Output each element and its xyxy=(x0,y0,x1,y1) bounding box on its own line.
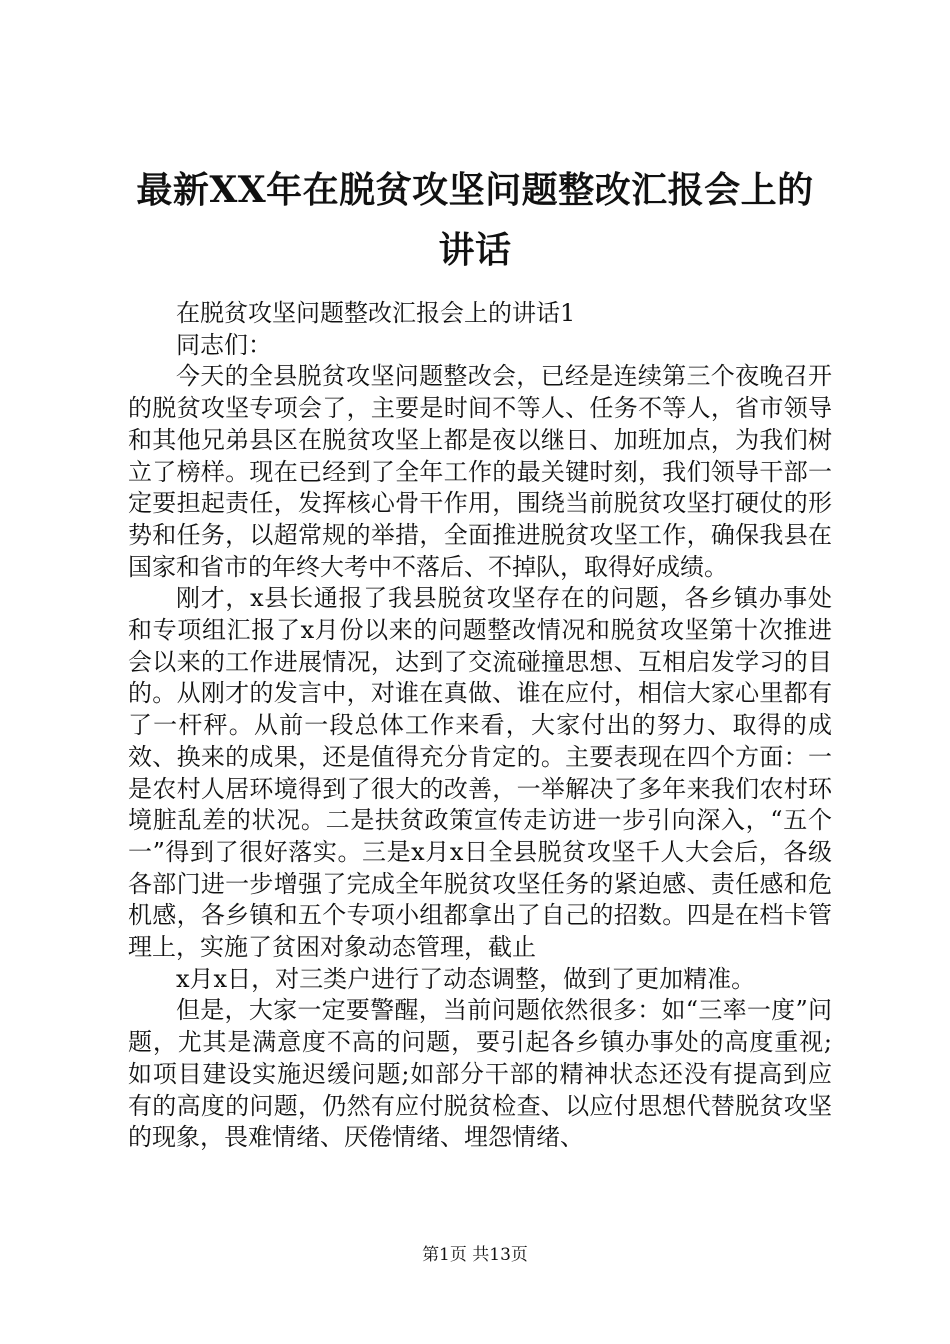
section-heading: 在脱贫攻坚问题整改汇报会上的讲话1 xyxy=(176,299,576,327)
paragraph-1: 今天的全县脱贫攻坚问题整改会，已经是连续第三个夜晚召开的脱贫攻坚专项会了，主要是时间不等人、任务不等人，省市领导和其他兄弟县区在脱贫攻坚上都是夜以继日、加班加点，为我们树立了榜样。现在已经到了全年工作的最关键时刻，我们领导干部一定要担起责任，发挥核心骨干作用，围绕当前脱贫攻坚打硬仗的形势和任务，以超常规的举措，全面推进脱贫攻坚工作，确保我县在国家和省市的年终大考中不落后、不掉队，取得好成绩。 xyxy=(128,362,832,581)
paragraph-3: x月x日，对三类户进行了动态调整，做到了更加精准。 xyxy=(176,964,756,993)
paragraph-2: 刚才，x县长通报了我县脱贫攻坚存在的问题，各乡镇办事处和专项组汇报了x月份以来的问题整改情况和脱贫攻坚第十次推进会以来的工作进展情况，达到了交流碰撞思想、互相启发学习的目的。从刚才的发言中，对谁在真做、谁在应付，相信大家心里都有了一杆秤。从前一段总体工作来看，大家付出的努力、取得的成效、换来的成果，还是值得充分肯定的。主要表现在四个方面：一是农村人居环境得到了很大的改善，一举解决了多年来我们农村环境脏乱差的状况。二是扶贫政策宣传走访进一步引向深入，“五个一”得到了很好落实。三是x月x日全县脱贫攻坚千人大会后，各级各部门进一步增强了完成全年脱贫攻坚任务的紧迫感、责任感和危机感，各乡镇和五个专项小组都拿出了自己的招数。四是在档卡管理上，实施了贫困对象动态管理，截止 xyxy=(128,584,832,962)
salutation: 同志们： xyxy=(176,330,272,359)
document-body xyxy=(128,298,832,1154)
paragraph-4: 但是，大家一定要警醒，当前问题依然很多：如“三率一度”问题，尤其是满意度不高的问题，要引起各乡镇办事处的高度重视;如项目建设实施迟缓问题;如部分干部的精神状态还没有提高到应有的高度的问题，仍然有应付脱贫检查、以应付思想代替脱贫攻坚的现象，畏难情绪、厌倦情绪、埋怨情绪、 xyxy=(128,996,832,1152)
document-title: 最新XX年在脱贫攻坚问题整改汇报会上的讲话 xyxy=(136,169,814,271)
page-number-footer: 第1页 共13页 xyxy=(422,1245,528,1265)
